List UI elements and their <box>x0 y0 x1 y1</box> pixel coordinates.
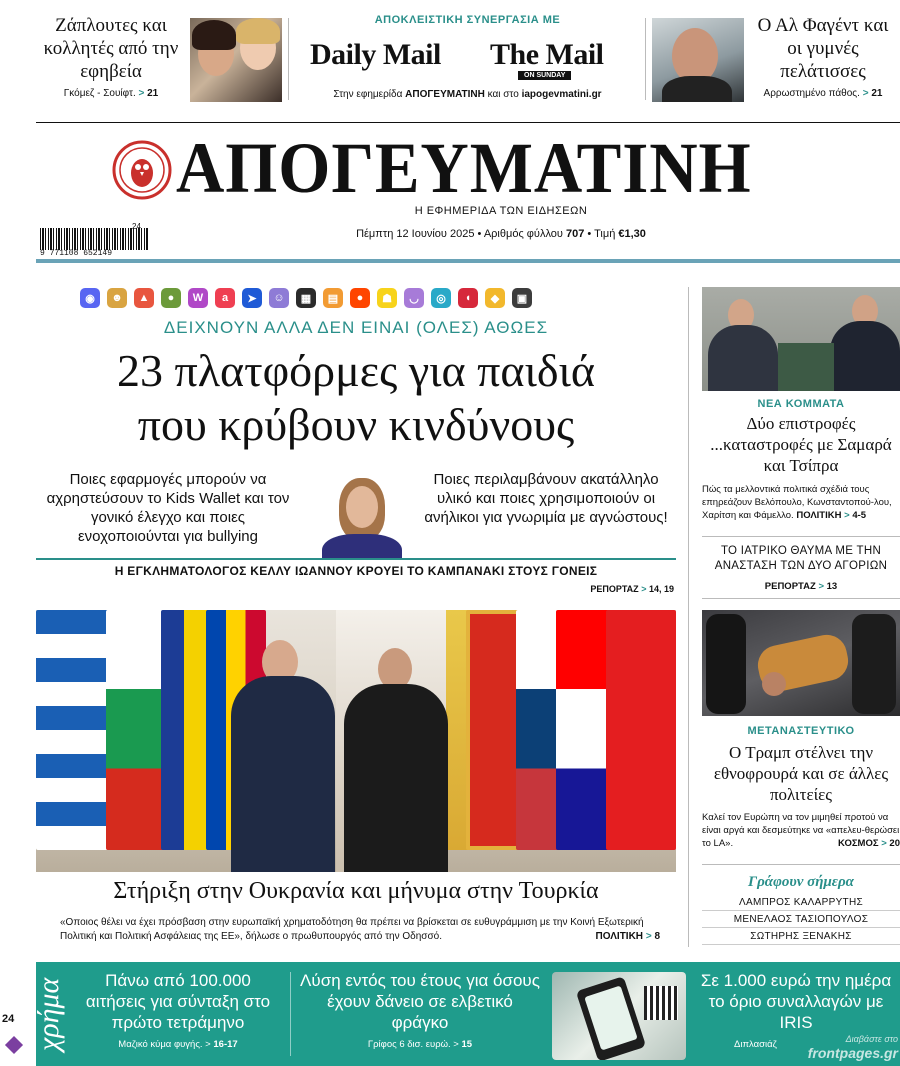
gomez-swift-photo <box>190 18 282 102</box>
bear-icon: ● <box>161 288 181 308</box>
lead-deck-right: Ποιες περιλαμβάνουν ακατάλληλο υλικό και ποιες χρησιμοποιούν οι ανήλικοι για γνωριμία με αγνώστους! <box>424 471 668 526</box>
new-parties-kicker: ΝΕΑ ΚΟΜΜΑΤΑ <box>757 398 845 410</box>
top-left-caption: Γκόμεζ - Σουίφτ. > 21 <box>63 88 159 99</box>
notes-icon: ▤ <box>323 288 343 308</box>
face <box>346 486 378 528</box>
lead-strap: Η ΕΓΚΛΗΜΑΤΟΛΟΓΟΣ ΚΕΛΛΥ ΙΩΑΝΝΟΥ ΚΡΟΥΕΙ ΤΟ ΚΑΜΠΑΝΑΚΙ ΣΤΟΥΣ ΓΟΝΕΙΣ <box>114 564 598 578</box>
al-fayed-photo <box>652 18 744 102</box>
monkey-icon: ☻ <box>107 288 127 308</box>
page-number: 24 <box>2 1013 15 1025</box>
samaras-suit <box>708 325 778 391</box>
sofa <box>778 343 834 391</box>
band-story-2[interactable] <box>300 970 540 1050</box>
circle-icon: ◎ <box>431 288 451 308</box>
divider <box>288 18 289 100</box>
lead-headline[interactable]: 23 πλατφόρμες για παιδιά που κρύβουν κινδύνους <box>117 345 595 450</box>
migration-text: Καλεί τον Ευρώπη να τον μιμηθεί προτού να είναι αργά και δεσμεύτηκε να «απελευ-θερώσει το LA». ΚΟΣΜΟΣ > 20 <box>702 812 900 849</box>
barcode-issue: 24 <box>132 222 141 231</box>
ghost-icon: ▲ <box>134 288 154 308</box>
reddit-icon: ● <box>350 288 370 308</box>
samaras-tsipras-photo <box>702 287 900 391</box>
migration-headline[interactable]: Ο Τραμπ στέλνει την εθνοφρουρά και σε άλλες πολιτείες <box>713 743 889 804</box>
officer <box>706 614 746 714</box>
daily-mail-logo: Daily Mail <box>310 38 441 71</box>
migration-kicker: ΜΕΤΑΝΑΣΤΕΥΤΙΚΟ <box>747 725 855 737</box>
blazer <box>322 534 402 558</box>
rule <box>702 864 900 865</box>
writer-name[interactable]: ΜΕΝΕΛΑΟΣ ΤΑΣΙΟΠΟΥΛΟΣ <box>702 914 900 928</box>
writer-name[interactable]: ΣΩΤΗΡΗΣ ΞΕΝΑΚΗΣ <box>702 931 900 945</box>
top-left-headline[interactable]: Ζάπλουτες και κολλητές από την εφηβεία <box>43 15 179 82</box>
lead-kicker: ΔΕΙΧΝΟΥΝ ΑΛΛΑ ΔΕΝ ΕΙΝΑΙ (ΟΛΕΣ) ΑΘΩΕΣ <box>163 318 549 337</box>
dateline: Πέμπτη 12 Ιουνίου 2025 • Αριθμός φύλλου 707 • Τιμή €1,30 <box>356 228 646 240</box>
column-divider <box>688 287 689 947</box>
photo-story-text: «Οποιος θέλει να έχει πρόσβαση στην ευρωπαϊκή χρηματοδότηση θα πρέπει να βρίσκεται σε ευθυγράμμιση με την Κοινή Εξωτερική Πολιτική και Πολιτική Ασφάλειας της ΕΕ», δήλωσε ο πρωθυπουργός από την Οδησσό. ΠΟΛΙΤΙΚΗ > 8 <box>60 917 660 942</box>
iris-payment-photo <box>552 972 686 1060</box>
band-story-3-caption: Διπλασιάζ <box>734 1039 777 1050</box>
masthead-rule <box>36 259 900 263</box>
barcode-number: 9 771108 652149 <box>40 249 113 258</box>
writer-name[interactable]: ΛΑΜΠΡΟΣ ΚΑΛΑΡΡΥΤΗΣ <box>702 897 900 911</box>
rule <box>702 536 900 537</box>
money-band-label: χρήμα <box>32 977 65 1051</box>
band-divider <box>290 972 291 1056</box>
band-story-1-caption: Μαζικό κύμα φυγής. > 16-17 <box>118 1039 238 1050</box>
top-right-caption: Αρρωστημένο πάθος. > 21 <box>763 88 883 99</box>
officer <box>852 614 896 714</box>
qr-code-icon <box>644 986 678 1020</box>
flag-albania <box>606 610 676 850</box>
suit <box>662 76 732 102</box>
divider <box>645 18 646 100</box>
masthead-tagline: Η ΕΦΗΜΕΡΙΔΑ ΤΩΝ ΕΙΔΗΣΕΩΝ <box>414 205 588 217</box>
writers-title: Γράφουν σήμερα <box>748 874 854 890</box>
exclusive-kicker: ΑΠΟΚΛΕΙΣΤΙΚΗ ΣΥΝΕΡΓΑΣΙΑ ΜΕ <box>374 14 561 26</box>
flag-bulgaria <box>106 610 166 850</box>
arrow-icon: ➤ <box>242 288 262 308</box>
app-icons-row <box>80 288 532 308</box>
band-story-1-headline: Πάνω από 100.000 αιτήσεις για σύνταξη στο πρώτο τετράμηνο <box>85 971 271 1032</box>
new-parties-text: Πώς τα μελλοντικά πολιτικά σχέδιά τους επηρεάζουν Βελόπουλο, Κωνσταντοπού-λου, Χαρίτση και Φάμελλο. ΠΟΛΙΤΙΚΗ > 4-5 <box>702 484 892 521</box>
new-parties-headline[interactable]: Δύο επιστροφές ...καταστροφές με Σαμαρά και Τσίπρα <box>710 414 892 475</box>
on-sunday-label: ON SUNDAY <box>518 71 571 80</box>
grid-icon: ▦ <box>296 288 316 308</box>
hair-left <box>192 20 236 50</box>
zelensky-outfit <box>344 684 448 872</box>
exclusive-caption: Στην εφημερίδα ΑΠΟΓΕΥΜΑΤΙΝΗ και στο iapogevmatini.gr <box>333 89 602 100</box>
hinge-icon: ◡ <box>404 288 424 308</box>
criminologist-portrait <box>306 474 416 558</box>
roblox-icon: ▣ <box>512 288 532 308</box>
medical-miracle-ref: ΡΕΠΟΡΤΑΖ > 13 <box>764 581 838 592</box>
band-story-1[interactable] <box>80 970 276 1050</box>
flag-greece <box>36 610 108 850</box>
discord-icon: ◉ <box>80 288 100 308</box>
barcode <box>40 228 148 250</box>
top-rule <box>36 122 900 123</box>
tsipras-suit <box>830 321 900 391</box>
band-story-2-caption: Γρίφος 6 δισ. ευρώ. > 15 <box>367 1039 473 1050</box>
mitsotakis-zelensky-photo <box>36 610 676 872</box>
band-story-2-headline: Λύση εντός του έτους για όσους έχουν δάνειο σε ελβετικό φράγκο <box>300 971 540 1032</box>
band-story-3-headline: Σε 1.000 ευρώ την ημέρα το όριο συναλλαγών με IRIS <box>700 971 892 1032</box>
grindr-icon: ◆ <box>485 288 505 308</box>
snapchat-icon: ☗ <box>377 288 397 308</box>
protester-face <box>762 672 786 696</box>
hair-right <box>236 18 280 44</box>
lead-deck-left: Ποιες εφαρμογές μπορούν να αχρηστεύσουν το Kids Wallet και τον γονικό έλεγχο και ποιες ενοχοποιούνται για bullying <box>46 471 290 545</box>
top-right-headline[interactable]: Ο Αλ Φαγέντ και οι γυμνές πελάτισσες <box>757 15 889 82</box>
wattpad-icon: W <box>188 288 208 308</box>
owl-logo-icon <box>112 140 172 200</box>
among-us-icon: ◖ <box>458 288 478 308</box>
the-mail-logo: The Mail <box>490 38 604 71</box>
medical-miracle-headline[interactable]: ΤΟ ΙΑΤΡΙΚΟ ΘΑΥΜΑ ΜΕ ΤΗΝ ΑΝΑΣΤΑΣΗ ΤΩΝ ΔΥΟ ΑΓΟΡΙΩΝ <box>714 545 888 572</box>
diamond-marker-icon <box>5 1036 23 1054</box>
frontpages-watermark[interactable]: Διαβάστε στο frontpages.gr <box>807 1034 898 1061</box>
lead-page-ref: ΡΕΠΟΡΤΑΖ > 14, 19 <box>590 584 674 594</box>
photo-story-headline[interactable]: Στήριξη στην Ουκρανία και μήνυμα στην Τουρκία <box>113 878 599 904</box>
protest-photo <box>702 610 900 716</box>
mitsotakis-suit <box>231 676 335 872</box>
askfm-icon: a <box>215 288 235 308</box>
strap-rule <box>36 558 676 560</box>
masthead-title[interactable]: ΑΠΟΓΕΥΜΑΤΙΝΗ <box>176 128 752 208</box>
chat-icon: ☺ <box>269 288 289 308</box>
rule <box>702 598 900 599</box>
